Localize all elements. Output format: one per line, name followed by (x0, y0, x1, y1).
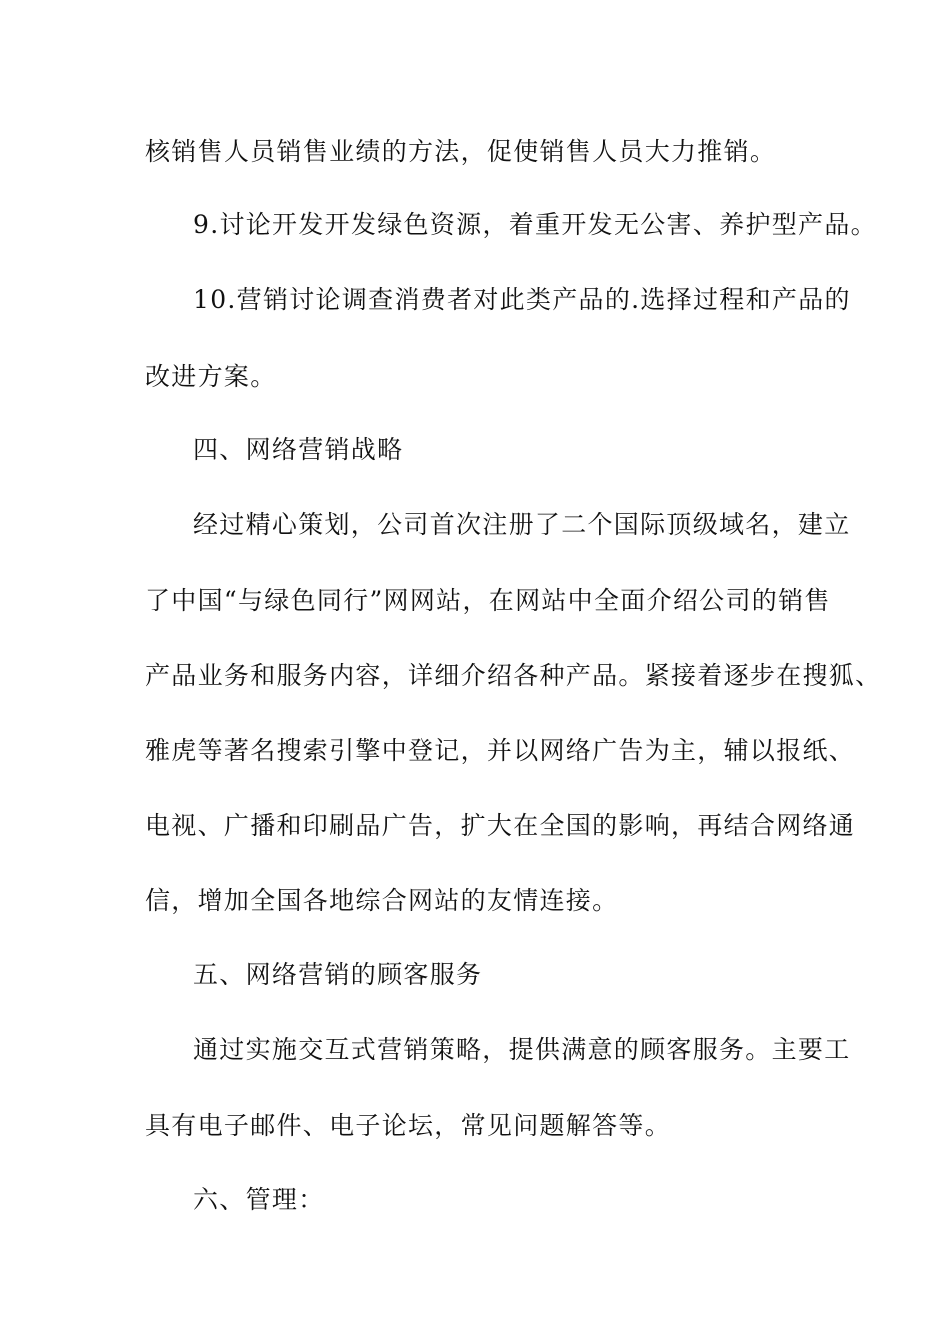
section-heading-5: 五、网络营销的顾客服务 (193, 960, 483, 989)
paragraph-line: 电视、广播和印刷品广告，扩大在全国的影响，再结合网络通 (145, 811, 856, 840)
section-heading-4: 四、网络营销战略 (193, 435, 404, 464)
paragraph-line: 雅虎等著名搜索引擎中登记，并以网络广告为主，辅以报纸、 (145, 736, 856, 765)
paragraph-line: 具有电子邮件、电子论坛，常见问题解答等。 (145, 1111, 672, 1140)
list-item-10: 10.营销讨论调查消费者对此类产品的.选择过程和产品的 (193, 285, 851, 314)
list-item-9: 9.讨论开发开发绿色资源，着重开发无公害、养护型产品。 (193, 210, 877, 239)
section-heading-6: 六、管理： (193, 1185, 325, 1214)
paragraph-line: 信，增加全国各地综合网站的友情连接。 (145, 886, 619, 915)
text-line: 核销售人员销售业绩的方法，促使销售人员大力推销。 (145, 137, 777, 166)
paragraph-line: 通过实施交互式营销策略，提供满意的顾客服务。主要工 (193, 1035, 851, 1064)
paragraph-line: 了中国“与绿色同行”网网站，在网站中全面介绍公司的销售 (145, 586, 831, 615)
paragraph-line: 产品业务和服务内容，详细介绍各种产品。紧接着逐步在搜狐、 (145, 661, 882, 690)
paragraph-line: 经过精心策划，公司首次注册了二个国际顶级域名，建立 (193, 510, 851, 539)
text-line: 改进方案。 (145, 362, 277, 391)
